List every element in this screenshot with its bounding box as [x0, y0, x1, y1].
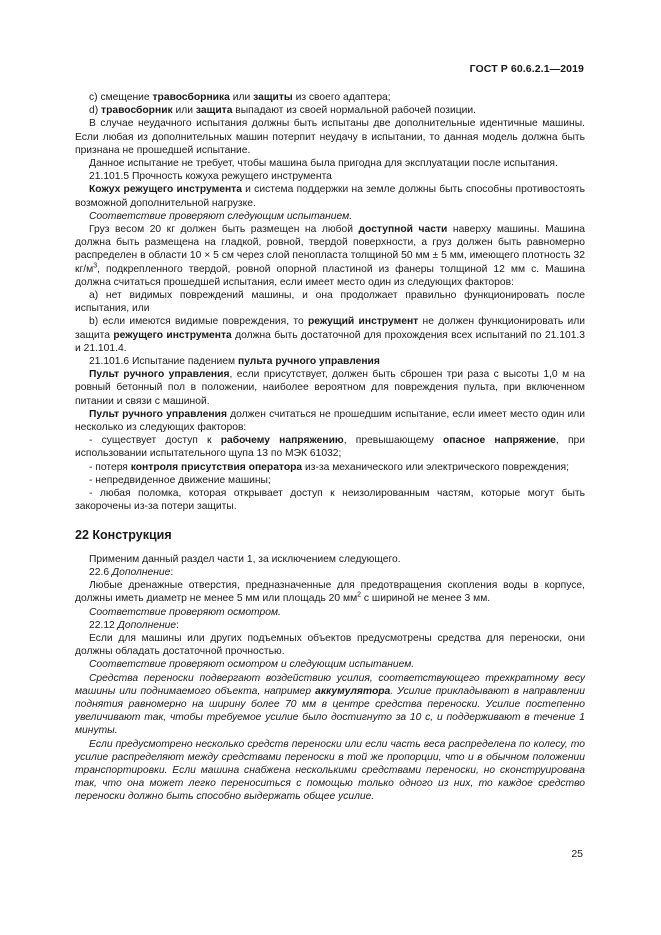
- paragraph: Пульт ручного управления должен считаться не прошедшим испытание, если имеет место один или несколько из следующих факторов:: [75, 408, 585, 434]
- paragraph: Соответствие проверяют осмотром.: [89, 606, 281, 618]
- document-header: ГОСТ Р 60.6.2.1—2019: [469, 63, 584, 75]
- paragraph: 22.12 Дополнение:: [89, 619, 179, 631]
- paragraph: Если предусмотрено несколько средств переноски или если часть веса распределена по колесу, то усилие распределяют между средствами переноски в той же пропорции, что и в обычном положении транспортировки. Если машина снабжена несколькими средствами переноски, но сконструирована так, что она может легко переноситься с помощью только одного из них, то каждое средство переноски должно быть способно выдержать общее усилие.: [75, 738, 585, 803]
- paragraph: Средства переноски подвергают воздействию усилия, соответствующего трехкратному весу машины или поднимаемого объекта, например аккумулятора. Усилие прикладывают в направлении поднятия равномерно на ширину более 70 мм в центре средства переноски. Усилие постепенно увеличивают так, чтобы требуемое усилие было достигнуто за 10 с, и поддерживают в течение 1 минуты.: [75, 672, 585, 737]
- section-title: 22 Конструкция: [75, 527, 172, 542]
- paragraph: 21.101.5 Прочность кожуха режущего инструмента: [89, 171, 332, 183]
- paragraph: - любая поломка, которая открывает доступ к неизолированным частям, которые могут быть закорочены из-за потери защиты.: [75, 488, 585, 513]
- paragraph: Данное испытание не требует, чтобы машина была пригодна для эксплуатации после испытания.: [89, 158, 558, 170]
- paragraph: c) смещение травосборника или защиты из своего адаптера;: [89, 92, 391, 103]
- paragraph: - существует доступ к рабочему напряжению, превышающему опасное напряжение, при использовании испытательного щупа 13 по МЭК 61032;: [75, 435, 585, 460]
- paragraph: - непредвиденное движение машины;: [89, 474, 271, 486]
- section-22-text: [75, 553, 585, 804]
- paragraph: Любые дренажные отверстия, предназначенные для предотвращения скопления воды в корпусе, должны иметь диаметр не менее 5 мм или площадь 20 $мм^2$ с шириной не менее 3 мм.: [75, 580, 585, 605]
- paragraph: Груз весом 20 кг должен быть размещен на любой доступной части наверху машины. Машина должна быть размещена на гладкой, ровной, твердой поверхности, а груз должен быть равномерно распределен в области 10 × 5 см через слой пенопласта толщиной 50 мм ± 5 мм, имеющего плотность 32 $кг/м^3$, подкрепленного твердой, ровной опорной пластиной из фанеры толщиной 12 мм с. Машина должна считаться прошедшей испытания, если имеет место один из следующих факторов:: [75, 224, 585, 288]
- paragraph: Соответствие проверяют следующим испытанием.: [89, 210, 353, 222]
- paragraph: Если для машины или других подъемных объектов предусмотрены средства для переноски, они должны обладать достаточной прочностью.: [75, 632, 585, 658]
- paragraph: 22.6 Дополнение:: [89, 566, 174, 578]
- paragraph: В случае неудачного испытания должны быть испытаны две дополнительные идентичные машины. Если любая из дополнительных машин потерпит неудачу в испытании, то данная модель должна быть признана не прошедшей испытание.: [75, 118, 585, 156]
- paragraph: Применим данный раздел части 1, за исключением следующего.: [89, 553, 401, 565]
- paragraph: Соответствие проверяют осмотром и следующим испытанием.: [89, 659, 415, 671]
- page-number: 25: [571, 848, 583, 860]
- paragraph: Пульт ручного управления, если присутствует, должен быть сброшен три раза с высоты 1,0 м на ровный бетонный пол в положении, наиболее вероятном для повреждения пульта, при включенном питании и связи с машиной.: [75, 369, 585, 407]
- paragraph: b) если имеются видимые повреждения, то режущий инструмент не должен функционировать или защита режущего инструмента должна быть достаточной для прохождения всех испытаний по 21.101.3 и 21.101.4.: [75, 316, 586, 354]
- page-content: [75, 91, 585, 804]
- paragraph: Кожух режущего инструмента и система поддержки на земле должны быть способны противостоять возможной дополнительной нагрузке.: [75, 184, 586, 209]
- paragraph: 21.101.6 Испытание падением пульта ручного управления: [89, 356, 380, 368]
- paragraph: - потеря контроля присутствия оператора из-за механического или электрического повреждения;: [89, 461, 569, 473]
- section-21-text: [75, 91, 585, 514]
- paragraph: a) нет видимых повреждений машины, и она продолжает правильно функционировать после испытания, или: [75, 290, 585, 315]
- paragraph: d) травосборник или защита выпадают из своей нормальной рабочей позиции.: [89, 105, 476, 117]
